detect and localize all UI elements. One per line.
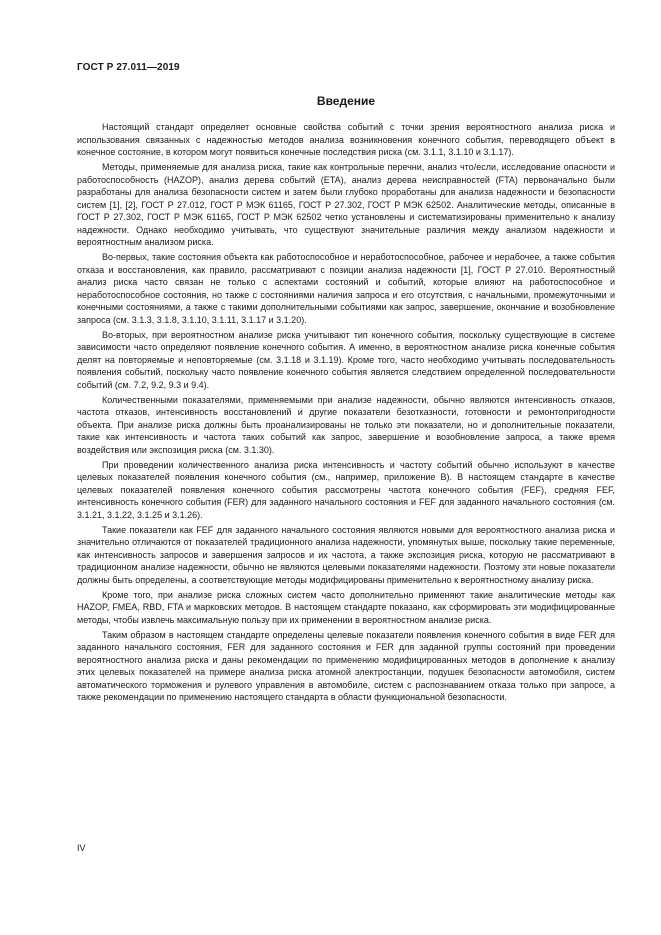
- paragraph-5: Количественными показателями, применяемыми при анализе надежности, обычно являются интенсивность отказов, частота отказов, интенсивность восстановлений и другие показатели безотказности, готовности и ремонтопригодности объекта. При анализе риска должны быть проанализированы не только эти показатели, но и дополнительные показатели, такие как интенсивность и частота таких событий как запрос, завершение и возобновление запроса, а также время воздействия или экспозиция риска (см. 3.1.30).: [77, 394, 615, 455]
- paragraph-7: Такие показатели как FEF для заданного начального состояния являются новыми для вероятностного анализа риска и значительно отличаются от показателей традиционного анализа надежности, упомянутых выше, поскольку такие переменные, как интенсивность запросов и завершения запросов и их частота, а также экспозиция риска, которую не рассматривают в традиционном анализе надежности, обычно не являются целевыми показателями надежности. Поэтому эти новые показатели должны быть определены, а соответствующие методы модифицированы применительно к вероятностному анализу риска.: [77, 524, 615, 585]
- document-header: ГОСТ Р 27.011—2019: [77, 62, 180, 73]
- paragraph-4: Во-вторых, при вероятностном анализе риска учитывают тип конечного события, поскольку существующие в системе зависимости часто определяют появление конечного события. А именно, в вероятностном анализе риска конечные события делят на повторяемые и неповторяемые (см. 3.1.18 и 3.1.19). Кроме того, часто необходимо учитывать последовательность появления событий, поскольку часто появление конечного события является следствием определенной последовательности событий (см. 7.2, 9.2, 9.3 и 9.4).: [77, 329, 615, 390]
- body-text: [77, 121, 615, 704]
- page-number: IV: [77, 843, 86, 853]
- paragraph-8: Кроме того, при анализе риска сложных систем часто дополнительно применяют такие аналитические методы как HAZOP, FMEA, RBD, FTA и марковских методов. В настоящем стандарте показано, как сформировать эти модифицированные методы, чтобы извлечь максимальную пользу при их применении в вероятностном анализе риска.: [77, 589, 615, 625]
- paragraph-9: Таким образом в настоящем стандарте определены целевые показатели появления конечного события в виде FER для заданного начального состояния, FER для заданного состояния и FER для заданной группы состояний при проведении вероятностного анализа риска и даны рекомендации по применению модифицированных методов в дополнение к анализу этих целевых показателей на примере анализа риска атомной электростанции, подушек безопасности автомобиля, систем автоматического торможения и рулевого управления в автомобиле, систем с распознаванием отказа только при запросе, а также рекомендации по применению настоящего стандарта в области функциональной безопасности.: [77, 629, 615, 702]
- paragraph-1: Настоящий стандарт определяет основные свойства событий с точки зрения вероятностного анализа риска и использования связанных с надежностью методов анализа возникновения конечного события, переводящего объект в конечное состояние, в котором могут появиться конечные последствия риска (см. 3.1.1, 3.1.10 и 3.1.17).: [77, 122, 615, 157]
- section-title: Введение: [316, 94, 376, 108]
- paragraph-6: При проведении количественного анализа риска интенсивность и частоту событий обычно используют в качестве целевых показателей появления конечного события (см., например, приложение В). В настоящем стандарте в качестве целевых показателей появления конечного события рассмотрены частота конечного события (FEF), средняя FEF, интенсивность конечного события (FER) для заданного начального состояния и FEF для заданного начального состояния (см. 3.1.21, 3.1.22, 3.1.25 и 3.1.26).: [77, 459, 615, 520]
- paragraph-3: Во-первых, такие состояния объекта как работоспособное и неработоспособное, рабочее и нерабочее, а также события отказа и восстановления, как правило, рассматривают с позиции анализа надежности [1], ГОСТ Р 27.010. Вероятностный анализ риска часто связан не только с аспектами состояний и событий, которые влияют на работоспособное и неработоспособное состояния, но также с состояниями наличия запроса и его отсутствия, с начальными, промежуточными и конечными состояниями, а также с такими дополнительными событиями как запрос, завершение, окончание и возобновление запроса (см. 3.1.3, 3.1.8, 3.1.10, 3.1.11, 3.1.17 и 3.1.20).: [77, 252, 615, 325]
- paragraph-2: Методы, применяемые для анализа риска, такие как контрольные перечни, анализ что/если, исследование опасности и работоспособность (HAZOP), анализ дерева событий (ETA), анализ дерева неисправностей (FTA) первоначально были разработаны для анализа безопасности систем и затем были глубоко проработаны для анализа надежности и безопасности систем [1], [2], ГОСТ Р 27.012, ГОСТ Р МЭК 61165, ГОСТ Р 27.302, ГОСТ Р МЭК 62502. Аналитические методы, описанные в ГОСТ Р 27.302, ГОСТ Р МЭК 61165, ГОСТ Р МЭК 62502 четко установлены и систематизированы применительно к анализу надежности. Однако необходимо учитывать, что существуют значительные различия между анализом надежности и вероятностным анализом риска.: [77, 162, 615, 247]
